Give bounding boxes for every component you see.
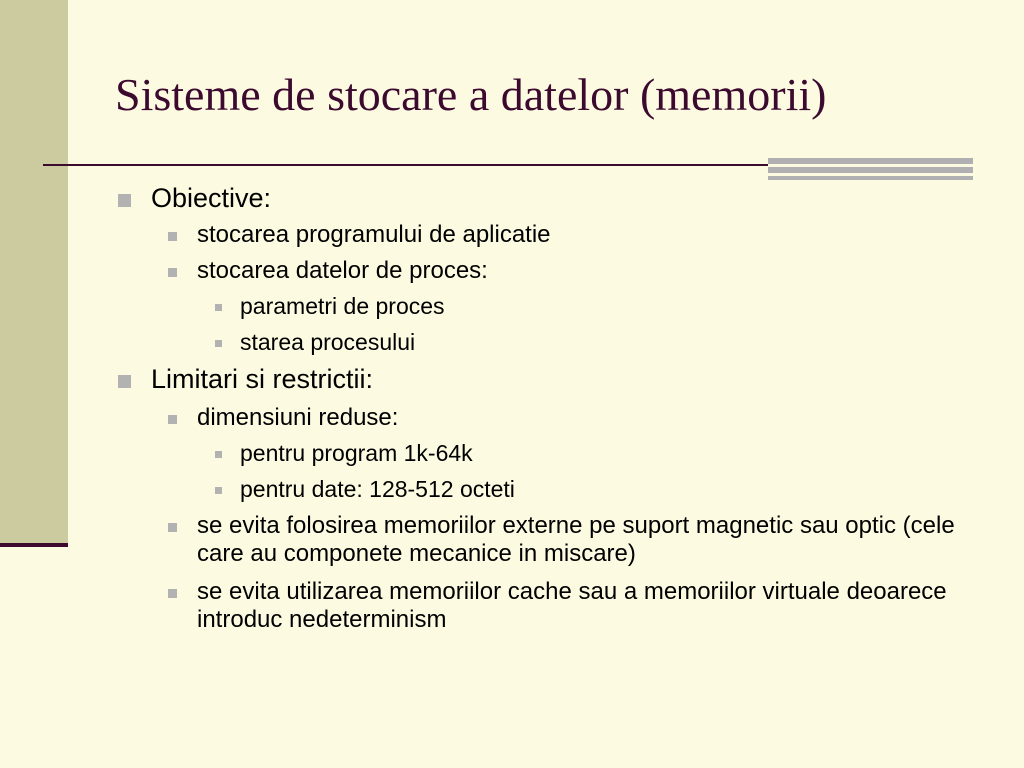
bullet-pentru-date: pentru date: 128-512 octeti [205,474,975,504]
bullet-parametri-de-proces: parametri de proces [205,291,975,321]
title-underline [43,164,768,166]
bullet-obiective: Obiective: [115,182,975,215]
bullet-limitari: Limitari si restrictii: [115,363,975,396]
left-band-accent-line [0,543,68,547]
bullet-pentru-program: pentru program 1k-64k [205,438,975,468]
slide-body [115,182,975,634]
bullet-stocarea-datelor: stocarea datelor de proces: [161,257,975,285]
bullet-dimensiuni-reduse: dimensiuni reduse: [161,404,975,432]
bullet-starea-procesului: starea procesului [205,327,975,357]
bullet-memorii-externe: se evita folosirea memoriilor externe pe suport magnetic sau optic (cele care au componete mecanice in miscare) [161,512,975,568]
bullet-stocarea-programului: stocarea programului de aplicatie [161,221,975,249]
bullet-memorii-cache: se evita utilizarea memoriilor cache sau a memoriilor virtuale deoarece introduc nedeterminism [161,578,975,634]
decorative-bars [768,158,973,180]
decorative-bar [768,158,973,164]
slide-title: Sisteme de stocare a datelor (memorii) [115,69,827,120]
left-decorative-band [0,0,68,545]
decorative-bar [768,176,973,180]
decorative-bar [768,167,973,173]
